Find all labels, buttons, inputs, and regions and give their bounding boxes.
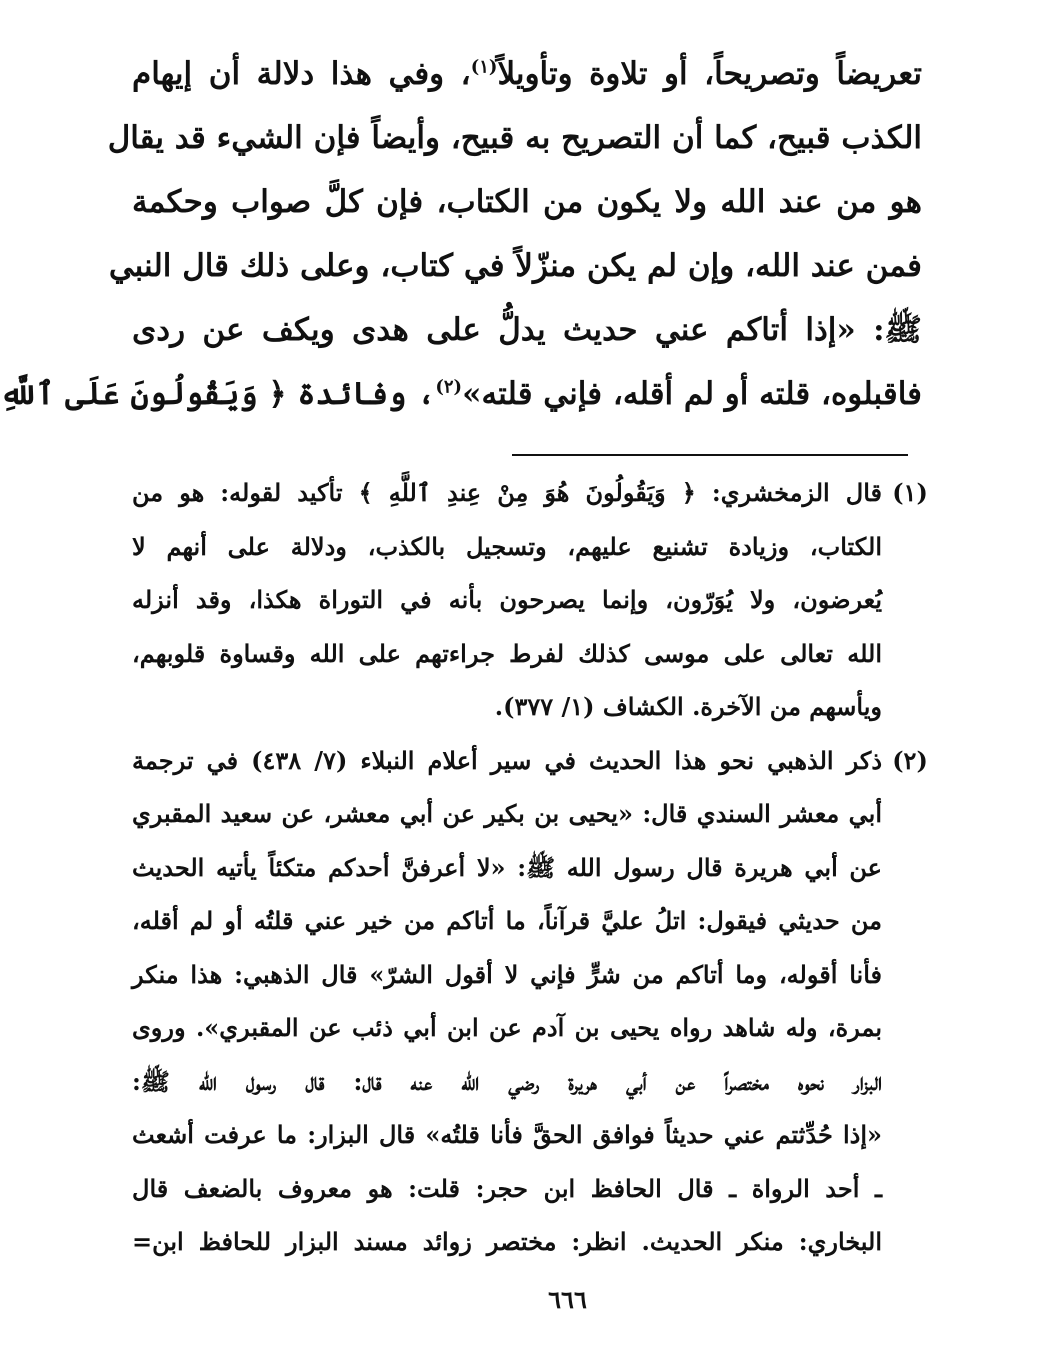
footnote-separator [512, 454, 908, 456]
main-line-2: الكذب قبيح، كما أن التصريح به قبيح، وأيضاً فإن الشيء قد يقال [107, 120, 922, 156]
footnotes-section [132, 466, 932, 1269]
page-number: ٦٦٦ [548, 1285, 587, 1314]
main-line-4: فمن عند الله، وإن لم يكن منزّلاً في كتاب، وعلى ذلك قال النبي [108, 248, 922, 284]
footnote-number: (١) [892, 478, 928, 507]
main-line-3: هو من عند الله ولا يكون من الكتاب، فإن كلَّ صواب وحكمة [132, 184, 922, 220]
footnote-line: ذكر الذهبي نحو هذا الحديث في سير أعلام النبلاء (٧/ ٤٣٨) في ترجمة [132, 745, 883, 775]
footnote-line: قال الزمخشري: ﴿ وَيَقُولُونَ هُوَ مِنْ عِندِ ٱللَّهِ ﴾ تأكيد لقوله: هو من [132, 478, 882, 507]
footnote-line: ويأسهم من الآخرة. الكشاف (١/ ٣٧٧). [494, 692, 882, 721]
footnote-line: يُعرضون، ولا يُوَرّون، وإنما يصرحون بأنه في التوراة هكذا، وقد أنزله [132, 585, 882, 614]
footnote-line: أبي معشر السندي قال: «يحيى بن بكير عن أبي معشر، عن سعيد المقبري [132, 799, 882, 828]
footnote-number: (٢) [892, 745, 928, 775]
main-text-block [0, 42, 922, 426]
main-line-5: ﷺ: «إذا أتاكم عني حديث يدلُّ على هدى ويكف عن ردى [132, 312, 922, 348]
footnote-line: عن أبي هريرة قال رسول الله ﷺ: «لا أعرفنَّ أحدكم متكئاً يأتيه الحديث [132, 852, 882, 882]
footnote-2 [132, 734, 932, 1269]
footnote-1 [132, 466, 932, 734]
footnote-line: الله تعالى على موسى كذلك لفرط جراءتهم على الله وقساوة قلوبهم، [132, 638, 883, 668]
main-line-6: فاقبلوه، قلته أو لم أقله، فإني قلته»$^{(٢)}$، وفائدة ﴿ وَيَقُولُونَ عَلَى ٱللَّهِ [0, 376, 922, 412]
footnote-line: البزار نحوه مختصراً عن أبي هريرة رضي الله عنه قال: قال رسول الله ﷺ: [132, 1066, 882, 1096]
footnote-line: بمرة، وله شاهد رواه يحيى بن آدم عن ابن أبي ذئب عن المقبري». وروى [132, 1013, 882, 1042]
footnote-line: ـ أحد الرواة ـ قال الحافظ ابن حجر: قلت: هو معروف بالضعف قال [132, 1173, 882, 1203]
footnote-ref-2[interactable]: (٢) [435, 376, 463, 398]
footnote-line: «إذا حُدِّثتم عني حديثاً فوافق الحقَّ فأنا قلتُه» قال البزار: ما عرفت أشعث [132, 1120, 882, 1149]
footnote-ref-1[interactable]: (١) [470, 56, 498, 78]
footnote-line: البخاري: منكر الحديث. انظر: مختصر زوائد مسند البزار للحافظ ابن= [132, 1227, 882, 1256]
footnote-line: فأنا أقوله، وما أتاكم من شرٍّ فإني لا أقول الشرّ» قال الذهبي: هذا منكر [132, 959, 883, 989]
main-line-1: تعريضاً وتصريحاً، أو تلاوة وتأويلاً$^{(١)}$، وفي هذا دلالة أن إيهام [132, 56, 922, 92]
footnote-line: من حديثي فيقول: اتلُ عليَّ قرآناً، ما أتاكم من خير عني قلتُه أو لم أقله، [132, 906, 882, 935]
footnote-line: الكتاب، وزيادة تشنيع عليهم، وتسجيل بالكذب، ودلالة على أنهم لا [132, 531, 882, 561]
